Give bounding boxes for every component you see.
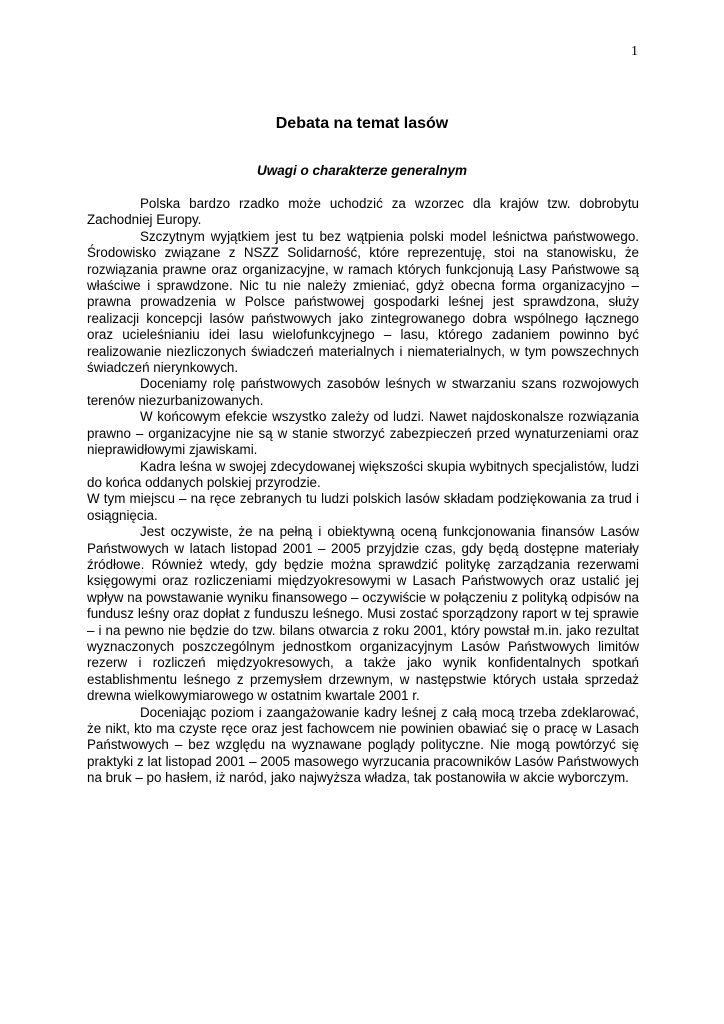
paragraph: W tym miejscu – na ręce zebranych tu ludzi polskich lasów składam podziękowania za trud i osiągnięcia. xyxy=(87,491,639,523)
paragraph: Polska bardzo rzadko może uchodzić za wzorzec dla krajów tzw. dobrobytu Zachodniej Europy. xyxy=(87,196,639,228)
paragraph: Doceniamy rolę państwowych zasobów leśnych w stwarzaniu szans rozwojowych terenów niezurbanizowanych. xyxy=(87,376,639,408)
paragraph: Kadra leśna w swojej zdecydowanej większości skupia wybitnych specjalistów, ludzi do końca oddanych polskiej przyrodzie. xyxy=(87,458,639,490)
document-subtitle: Uwagi o charakterze generalnym xyxy=(256,163,468,178)
document-body xyxy=(87,196,639,787)
paragraph: Jest oczywiste, że na pełną i obiektywną oceną funkcjonowania finansów Lasów Państwowych w latach listopad 2001 – 2005 przyjdzie czas, gdy będą dostępne materiały źródłowe. Również wtedy, gdy będzie można sprawdzić politykę zarządzania rezerwami księgowymi oraz rozliczeniami międzyokresowymi w Lasach Państwowych oraz ustalić jej wpływ na powstawanie wyniku finansowego – oczywiście w połączeniu z polityką odpisów na fundusz leśny oraz dopłat z funduszu leśnego. Musi zostać sporządzony raport w tej sprawie – i na pewno nie będzie do tzw. bilans otwarcia z roku 2001, który powstał m.in. jako rezultat wyznaczonych poszczególnym jednostkom organizacyjnym Lasów Państwowych limitów rezerw i rozliczeń międzyokresowych, a także jako wynik konfidentalnych spotkań establishmentu leśnego z przemysłem drzewnym, w następstwie których ustała sprzedaż drewna wielkowymiarowego w ostatnim kwartale 2001 r. xyxy=(87,524,639,704)
paragraph: Doceniając poziom i zaangażowanie kadry leśnej z całą mocą trzeba zdeklarować, że nikt, kto ma czyste ręce oraz jest fachowcem nie powinien obawiać się o pracę w Lasach Państwowych – bez względu na wyznawane poglądy polityczne. Nie mogą powtórzyć się praktyki z lat listopad 2001 – 2005 masowego wyrzucania pracowników Lasów Państwowych na bruk – po hasłem, iż naród, jako najwyższa władza, tak postanowiła w akcie wyborczym. xyxy=(87,704,639,786)
paragraph: W końcowym efekcie wszystko zależy od ludzi. Nawet najdoskonalsze rozwiązania prawno – organizacyjne nie są w stanie stworzyć zabezpieczeń przed wynaturzeniami oraz nieprawidłowymi zjawiskami. xyxy=(87,409,639,458)
paragraph: Szczytnym wyjątkiem jest tu bez wątpienia polski model leśnictwa państwowego. Środowisko związane z NSZZ Solidarność, które reprezentuję, stoi na stanowisku, że rozwiązania prawne oraz organizacyjne, w ramach których funkcjonują Lasy Państwowe są właściwe i sprawdzone. Nic tu nie należy zmieniać, gdyż obecna forma organizacyjno – prawna prowadzenia w Polsce państwowej gospodarki leśnej jest sprawdzona, służy realizacji koncepcji lasów państwowych jako zintegrowanego dobra wspólnego łącznego oraz ucieleśnianiu idei lasu wielofunkcyjnego – lasu, którego zadaniem powinno być realizowanie niezliczonych świadczeń materialnych i niematerialnych, w tym powszechnych świadczeń nierynkowych. xyxy=(87,228,639,376)
document-title: Debata na temat lasów xyxy=(275,115,449,132)
page-number: 1 xyxy=(631,44,638,59)
